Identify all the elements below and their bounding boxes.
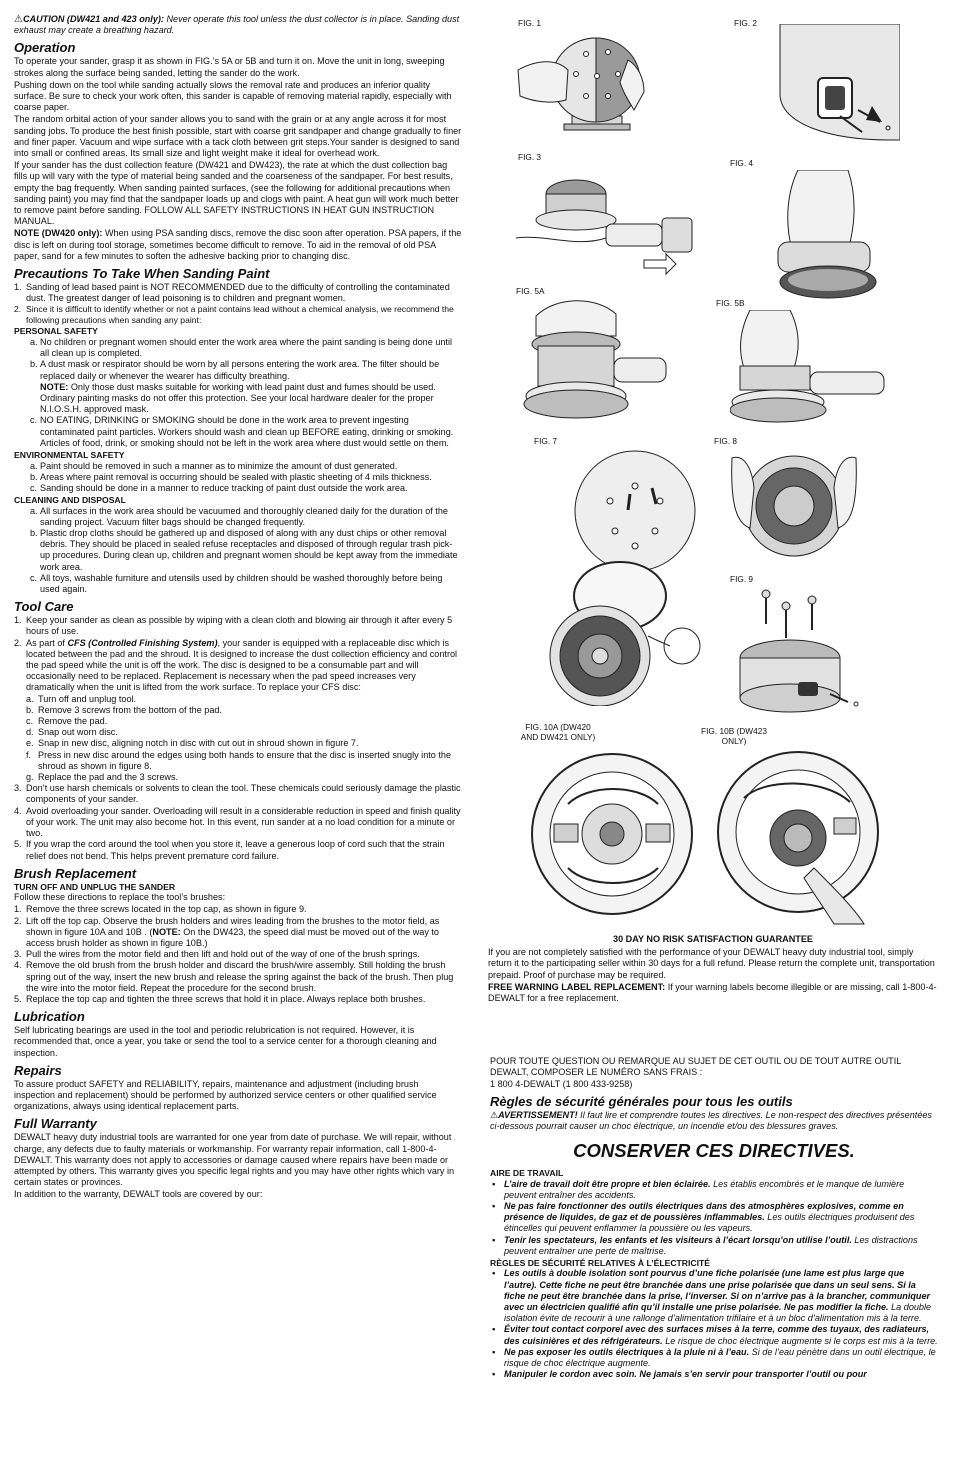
- warning-triangle-icon: ⚠: [14, 14, 23, 25]
- warranty-text: DEWALT heavy duty industrial tools are warranted for one year from date of purchase. We will repair, without charge, any defects due to faulty materials or workmanship. For warranty repair information, call 1-800-4-DEWALT. This warranty does not apply to accessories or damage caused where repairs have been made or attempted by others. This warranty gives you specific legal rights and you may have other rights which vary in certain states or provinces.: [14, 1132, 455, 1188]
- item-text: Paint should be removed in such a manner as to minimize the amount of dust generated.: [40, 460, 398, 471]
- list-item: [26, 705, 462, 716]
- list-item: [14, 904, 462, 915]
- fig-1-label: FIG. 1: [518, 18, 542, 28]
- list-item: [14, 337, 462, 359]
- item-number: 1.: [14, 282, 22, 293]
- list-item: [14, 638, 462, 784]
- press-disc-into-shroud-icon: [730, 448, 860, 558]
- item-number: 5.: [14, 839, 22, 850]
- repairs-heading: Repairs: [14, 1062, 62, 1078]
- item-text: All surfaces in the work area should be vacuumed and thoroughly cleaned daily for the duration of the sanding project. Vacuum filter bags should be changed frequently.: [40, 505, 448, 527]
- fr-elec-title: RÈGLES DE SÉCURITÉ RELATIVES À L’ÉLECTRICITÉ: [490, 1257, 710, 1268]
- brush-holders-10a-icon: [528, 744, 698, 924]
- list-item: [14, 615, 462, 637]
- fig-5b-illustration: [730, 310, 890, 430]
- list-item: [14, 472, 462, 483]
- item-text: Snap out worn disc.: [38, 727, 118, 738]
- list-item: [14, 839, 462, 861]
- list-item: [26, 716, 462, 727]
- item-number: 4.: [14, 960, 22, 971]
- item-text: Since it is difficult to identify whether or not a paint contains lead without a chemical analysis, we recommend the following precautions when sanding any paint:: [26, 304, 454, 325]
- list-item: [14, 415, 462, 449]
- item-text: NO EATING, DRINKING or SMOKING should be done in the work area to prevent ingesting contaminated paint particles. Workers should wash and clean up BEFORE eating, drinking or smoking. Articles of food, drink, or smoking should not be left in the work area where dust would settle on them.: [40, 415, 454, 448]
- bullet-icon: •: [492, 1324, 496, 1335]
- fig-10b-label-line-2: ONLY): [721, 736, 747, 746]
- item-letter: a.: [26, 693, 34, 704]
- fig-10b-label-line-1: FIG. 10B (DW423: [701, 726, 767, 736]
- brush-intro: Follow these directions to replace the tool’s brushes:: [14, 892, 226, 903]
- precautions-list: [14, 282, 462, 325]
- list-item: [14, 573, 462, 595]
- item-letter: a.: [30, 460, 38, 471]
- item-letter: b.: [30, 528, 38, 539]
- fig-2-illustration: [770, 24, 900, 142]
- item-text: Turn off and unplug tool.: [38, 693, 137, 704]
- cfs-steps-list: [26, 694, 462, 784]
- fr-keep-instructions: CONSERVER CES DIRECTIVES.: [573, 1140, 855, 1162]
- item-text: All toys, washable furniture and utensils used by children should be washed thoroughly before being used again.: [40, 572, 443, 595]
- caution-paragraph: [14, 14, 462, 36]
- item-letter: c.: [30, 482, 38, 493]
- list-item: [490, 1201, 938, 1235]
- item-letter: d.: [26, 727, 34, 738]
- warranty-text-2: In addition to the warranty, DEWALT tools are covered by our:: [14, 1189, 263, 1200]
- list-item: [490, 1347, 938, 1369]
- item-text: If you wrap the cord around the tool when you store it, leave a generous loop of cord such that the strain relief does not bend. This helps prevent premature cord failure.: [26, 839, 445, 861]
- pad-and-disc-exploded-icon: [540, 446, 710, 706]
- mask-note-text: Only those dust masks suitable for working with lead paint dust and fumes should be used. Ordinary painting masks do not offer this protection. See your local hardware dealer for the proper N.I.O.S.H. approved mask.: [40, 381, 436, 415]
- environmental-safety-title: ENVIRONMENTAL SAFETY: [14, 450, 125, 460]
- item-text: Plastic drop cloths should be gathered up and disposed of along with any dust chips or other removal debris. They should be placed in sealed refuse receptacles and disposed of through regular trash pick-up procedures. During clean up, children and pregnant women should be kept away from the immediate work area.: [40, 528, 458, 572]
- fig-7-illustration: [540, 446, 710, 706]
- bullet-icon: •: [492, 1200, 496, 1211]
- item-text: Remove the three screws located in the top cap, as shown in figure 9.: [26, 904, 307, 915]
- bullet-icon: •: [492, 1268, 496, 1279]
- list-item: [490, 1179, 938, 1201]
- item-number: 2.: [14, 915, 22, 926]
- fig-4-illustration: [758, 170, 898, 300]
- item-number: 3.: [14, 949, 22, 960]
- operation-note-text: When using PSA sanding discs, remove the disc soon after operation. PSA papers, if the disc is left on during tool storage, sometimes become difficult to remove. To aid in the removal of old PSA paper, sand for a few minutes to soften the adhesive backing prior to changing disc.: [14, 228, 462, 261]
- item-text: Si de l’eau pénètre dans un outil électrique, le risque de choc électrique augmente.: [504, 1346, 936, 1369]
- sanding-disc-hands-icon: [516, 30, 646, 132]
- list-item: [490, 1268, 938, 1324]
- fig-5b-label: FIG. 5B: [716, 298, 745, 308]
- brush-holders-10b-icon: [714, 738, 884, 928]
- item-letter: c.: [30, 415, 38, 426]
- item-number: 1.: [14, 615, 22, 626]
- sander-grip-5b-icon: [730, 310, 890, 430]
- fig-10a-label: [510, 722, 606, 742]
- list-item: [490, 1324, 938, 1346]
- list-item: [26, 694, 462, 705]
- fig-9-label: FIG. 9: [730, 574, 754, 584]
- fig-10b-illustration: [714, 738, 884, 928]
- repairs-text: To assure product SAFETY and RELIABILITY, repairs, maintenance and adjustment (including brush inspection and replacement) should be performed by authorized service centers or other qualified service organizations, always using identical replacement parts.: [14, 1078, 437, 1112]
- list-item: [26, 738, 462, 749]
- fig-5a-label: FIG. 5A: [516, 286, 545, 296]
- item-letter: f.: [26, 749, 32, 760]
- item-letter: g.: [26, 772, 34, 783]
- item-text: Les outils électriques produisent des étincelles qui peuvent enflammer la poussière ou les vapeurs.: [504, 1212, 915, 1234]
- list-item: [14, 994, 462, 1005]
- fr-heading: Règles de sécurité générales pour tous les outils: [490, 1093, 793, 1109]
- tool-care-heading: Tool Care: [14, 599, 74, 615]
- fig-1-illustration: [516, 30, 646, 132]
- fr-contact: POUR TOUTE QUESTION OU REMARQUE AU SUJET DE CET OUTIL OU DE TOUT AUTRE OUTIL DEWALT, COMPOSER LE NUMÉRO SANS FRAIS :: [490, 1056, 901, 1078]
- item-text: Les distractions peuvent entraîner une perte de maîtrise.: [504, 1234, 918, 1256]
- precautions-heading: Precautions To Take When Sanding Paint: [14, 266, 270, 282]
- free-label-title: FREE WARNING LABEL REPLACEMENT:: [488, 981, 666, 992]
- item-text: Remove 3 screws from the bottom of the pad.: [38, 704, 222, 715]
- item-text: Sanding of lead based paint is NOT RECOMMENDED due to the difficulty of controlling the contaminated dust. The greatest danger of lead poisoning is to children and pregnant women.: [26, 282, 450, 304]
- item-text: Avoid overloading your sander. Overloading will result in a considerable reduction in speed and finish quality of your work. The unit may also become hot. In this event, run sander at a no load condition for a minute or two.: [26, 805, 461, 839]
- list-item: [26, 772, 462, 783]
- brush-unplug-title: TURN OFF AND UNPLUG THE SANDER: [14, 881, 176, 892]
- operation-para-1: To operate your sander, grasp it as shown in FIG.’s 5A or 5B and turn it on. Move the unit in long, sweeping strokes along the surface being sanded, letting the sander do the work.: [14, 56, 445, 78]
- fr-warning-text: Il faut lire et comprendre toutes les directives. Le non-respect des directives présentées ci-dessous pourrait causer un choc électrique, un incendie et/ou des blessures graves.: [490, 1109, 932, 1131]
- item-number: 2.: [14, 304, 22, 315]
- cleaning-disposal-list: [14, 506, 462, 596]
- fr-warning-label: AVERTISSEMENT!: [498, 1109, 578, 1120]
- bullet-icon: •: [492, 1178, 496, 1189]
- item-bold: Les outils à double isolation sont pourvus d’une fiche polarisée (une lame est plus large que l’autre). Cette fiche ne peut être branchée dans une prise polarisée que dans un seul sens. Si la fiche ne peut être branchée dans la prise, l’inverser. Si on n’arrive pas à la brancher, communiquer avec un électricien qualifié afin qu’il installe une prise polarisée. Ne pas modifier la fiche.: [504, 1268, 931, 1313]
- note-label: NOTE:: [152, 926, 181, 937]
- fig-7-label: FIG. 7: [534, 436, 558, 446]
- sander-grip-5a-icon: [516, 296, 676, 428]
- fig-8-illustration: [730, 448, 860, 558]
- bullet-icon: •: [492, 1346, 496, 1357]
- item-bold: Manipuler le cordon avec soin. Ne jamais s’en servir pour transporter l’outil ou pour: [504, 1369, 867, 1380]
- brush-list: [14, 904, 462, 1005]
- item-text: Les établis encombrés et le manque de lumière peuvent entraîner des accidents.: [504, 1178, 905, 1200]
- item-letter: b.: [30, 471, 38, 482]
- operation-note-label: NOTE (DW420 only):: [14, 228, 103, 239]
- operation-heading: Operation: [14, 40, 76, 56]
- list-item: [14, 483, 462, 494]
- item-text: , your sander is equipped with a replaceable disc which is located between the pad and the shroud. It is designed to increase the dust collection efficiency and control the pad speed while the unit is off the work. The disc is designed to be a consumable part and will occasionally need to be replaced. Replacement is necessary when the pad speed increases very dramatically when the unit is lifted from the work surface. To replace your CFS disc:: [26, 637, 458, 693]
- item-letter: b.: [30, 359, 38, 370]
- item-letter: c.: [26, 716, 34, 727]
- item-text: Press in new disc around the edges using both hands to ensure that the disc is inserted snugly into the shroud as shown in figure 8.: [38, 749, 452, 771]
- item-text: Sanding should be done in a manner to reduce tracking of paint dust outside the work area.: [40, 482, 408, 493]
- sander-dust-bag-attach-icon: [516, 168, 696, 278]
- mask-note-label: NOTE:: [40, 381, 69, 392]
- item-text: Remove the old brush from the brush holder and discard the brush/wire assembly. Still holding the brush spring out of the way, insert the new brush and release the spring against the back of the brush. Then plug the wire into the motor field. Repeat the procedure for the second brush.: [26, 960, 454, 993]
- fig-10a-label-line-1: FIG. 10A (DW420: [525, 722, 591, 732]
- item-letter: e.: [26, 738, 34, 749]
- list-item: [14, 282, 462, 304]
- item-text: Snap in new disc, aligning notch in disc with cut out in shroud shown in figure 7.: [38, 738, 359, 749]
- caution-label: CAUTION (DW421 and 423 only):: [22, 14, 164, 24]
- operation-para-2: Pushing down on the tool while sanding actually slows the removal rate and produces an inferior quality surface. Be sure to check your work often, this sander is capable of removing material rapidly, especially with coarse paper.: [14, 79, 452, 113]
- list-item: [26, 727, 462, 738]
- free-label-paragraph: [488, 982, 938, 1004]
- list-item: [14, 506, 462, 528]
- bullet-icon: •: [492, 1369, 496, 1380]
- item-bold: Ne pas faire fonctionner des outils électriques dans des atmosphères explosives, comme en présence de liquides, de gaz et de poussières inflammables.: [504, 1200, 904, 1223]
- item-letter: b.: [26, 704, 34, 715]
- french-section: [490, 1056, 938, 1380]
- item-text: As part of: [26, 637, 68, 648]
- fig-4-label: FIG. 4: [730, 158, 754, 168]
- item-letter: a.: [30, 505, 38, 516]
- item-letter: a.: [30, 336, 38, 347]
- list-item: [14, 960, 462, 994]
- item-number: 3.: [14, 783, 22, 794]
- bullet-icon: •: [492, 1234, 496, 1245]
- item-text: Remove the pad.: [38, 716, 108, 727]
- item-text: Replace the top cap and tighten the three screws that hold it in place. Always replace both brushes.: [26, 994, 426, 1005]
- fig-3-illustration: [516, 168, 696, 278]
- fig-8-label: FIG. 8: [714, 436, 738, 446]
- left-column: [14, 14, 462, 1202]
- fig-10a-illustration: [528, 744, 698, 924]
- item-text: Areas where paint removal is occurring should be sealed with plastic sheeting of 4 mils thickness.: [40, 471, 432, 482]
- item-bold: Éviter tout contact corporel avec des surfaces mises à la terre, comme des tuyaux, des radiateurs, des cuisinières et des réfrigérateurs.: [504, 1324, 930, 1346]
- guarantee-text: If you are not completely satisfied with the performance of your DEWALT heavy duty industrial tool, simply return it to the participating seller within 30 days for a full refund. Please return the complete unit, transportation prepaid. Proof of purchase may be required.: [488, 947, 935, 980]
- list-item: [26, 750, 462, 772]
- fig-2-label: FIG. 2: [734, 18, 758, 28]
- item-bold: L’aire de travail doit être propre et bien éclairée.: [504, 1178, 711, 1189]
- guarantee-section: [488, 934, 938, 1005]
- guarantee-title: 30 DAY NO RISK SATISFACTION GUARANTEE: [613, 934, 813, 944]
- item-text: A dust mask or respirator should be worn by all persons entering the work area. The filter should be replaced daily or whenever the wearer has difficulty breathing.: [40, 359, 440, 381]
- environmental-safety-list: [14, 461, 462, 495]
- personal-safety-title: PERSONAL SAFETY: [14, 326, 98, 337]
- item-number: 5.: [14, 994, 22, 1005]
- hand-on-sander-icon: [758, 170, 898, 300]
- list-item: [490, 1235, 938, 1257]
- item-number: 4.: [14, 805, 22, 816]
- list-item: [14, 783, 462, 805]
- item-number: 2.: [14, 637, 22, 648]
- tool-care-list: [14, 615, 462, 861]
- item-text: Don’t use harsh chemicals or solvents to clean the tool. These chemicals could seriously damage the plastic components of your sander.: [26, 783, 461, 805]
- lubrication-heading: Lubrication: [14, 1009, 85, 1025]
- fig-10a-label-line-2: AND DW421 ONLY): [520, 732, 596, 742]
- cfs-name: CFS (Controlled Finishing System): [67, 637, 218, 648]
- full-warranty-heading: Full Warranty: [14, 1116, 97, 1132]
- list-item: [14, 461, 462, 472]
- item-text: Pull the wires from the motor field and then lift and hold out of the way of one of the brush springs.: [26, 949, 420, 960]
- item-letter: c.: [30, 572, 38, 583]
- item-bold: Ne pas exposer les outils électriques à la pluie ni à l’eau.: [504, 1346, 750, 1357]
- item-text: Le risque de choc électrique augmente si le corps est mis à la terre.: [662, 1335, 938, 1346]
- list-item: [14, 528, 462, 573]
- item-text: Keep your sander as clean as possible by wiping with a clean cloth and blowing air through it after every 5 hours of use.: [26, 615, 453, 637]
- operation-para-3: The random orbital action of your sander allows you to sand with the grain or at any angle across it for most sanding jobs. To produce the best finish possible, start with coarse grit sandpaper and change gradually to finer and finer paper. Vacuum and wipe surface with a tack cloth between grit steps.Your sander is designed to sand into small or confined areas. Its small size and light weight make it ideal for overhead work.: [14, 114, 462, 159]
- lubrication-text: Self lubricating bearings are used in the tool and periodic relubrication is not required. However, it is recommended that, once a year, you take or send the tool to a service center for a thorough cleaning and inspection.: [14, 1025, 437, 1058]
- operation-para-4: If your sander has the dust collection feature (DW421 and DW423), the rate at which the dust collection bag fills up will vary with the type of material being sanded and the coarseness of the sandpaper. For best results, empty the bag frequently. When sanding painted surfaces, (see the following for additional precautions when sanding paint) you may find that the sandpaper loads up and clogs with paint. A heat gun will work much better to remove paint before sanding. FOLLOW ALL SAFETY INSTRUCTIONS IN HEAT GUN INSTRUCTION MANUAL.: [14, 160, 459, 227]
- free-label-text: If your warning labels become illegible or are missing, call 1-800-4-DEWALT for a free replacement.: [488, 981, 937, 1004]
- item-number: 1.: [14, 904, 22, 915]
- cleaning-disposal-title: CLEANING AND DISPOSAL: [14, 495, 126, 506]
- fig-3-label: FIG. 3: [518, 152, 542, 162]
- item-text: On the DW423, the speed dial must be moved out of the way to access brush holder as shown in figure 10B.): [26, 926, 439, 949]
- personal-safety-list: [14, 337, 462, 449]
- warning-triangle-icon: ⚠: [490, 1109, 499, 1120]
- list-item: [14, 916, 462, 950]
- list-item: [14, 359, 462, 415]
- fig-9-illustration: [730, 588, 880, 722]
- top-cap-screws-icon: [730, 588, 880, 722]
- fr-phone: 1 800 4-DEWALT (1 800 433-9258): [490, 1079, 633, 1090]
- item-text: La double isolation évite de recourir à une rallonge d’alimentation trifilaire et à un bloc d’alimentation mis à la terre.: [504, 1302, 932, 1324]
- caution-text: Never operate this tool unless the dust collector is in place. Sanding dust exhaust may create a breathing hazard.: [14, 14, 460, 36]
- list-item: [14, 304, 462, 325]
- dust-port-detail-icon: [770, 24, 900, 142]
- item-text: Lift off the top cap. Observe the brush holders and wires leading from the brushes to the motor field, as shown in figure 10A and 10B . (: [26, 915, 440, 937]
- fig-5a-illustration: [516, 296, 676, 428]
- item-text: No children or pregnant women should enter the work area where the paint sanding is being done until all clean up is completed.: [40, 336, 453, 359]
- list-item: [490, 1369, 938, 1380]
- list-item: [14, 949, 462, 960]
- fr-warning: [490, 1110, 938, 1132]
- item-bold: Tenir les spectateurs, les enfants et les visiteurs à l’écart lorsqu’on utilise l’outil.: [504, 1234, 852, 1245]
- item-text: Replace the pad and the 3 screws.: [38, 772, 179, 783]
- fr-work-title: AIRE DE TRAVAIL: [490, 1168, 564, 1179]
- list-item: [14, 806, 462, 840]
- operation-note: [14, 228, 462, 262]
- brush-replacement-heading: Brush Replacement: [14, 865, 137, 881]
